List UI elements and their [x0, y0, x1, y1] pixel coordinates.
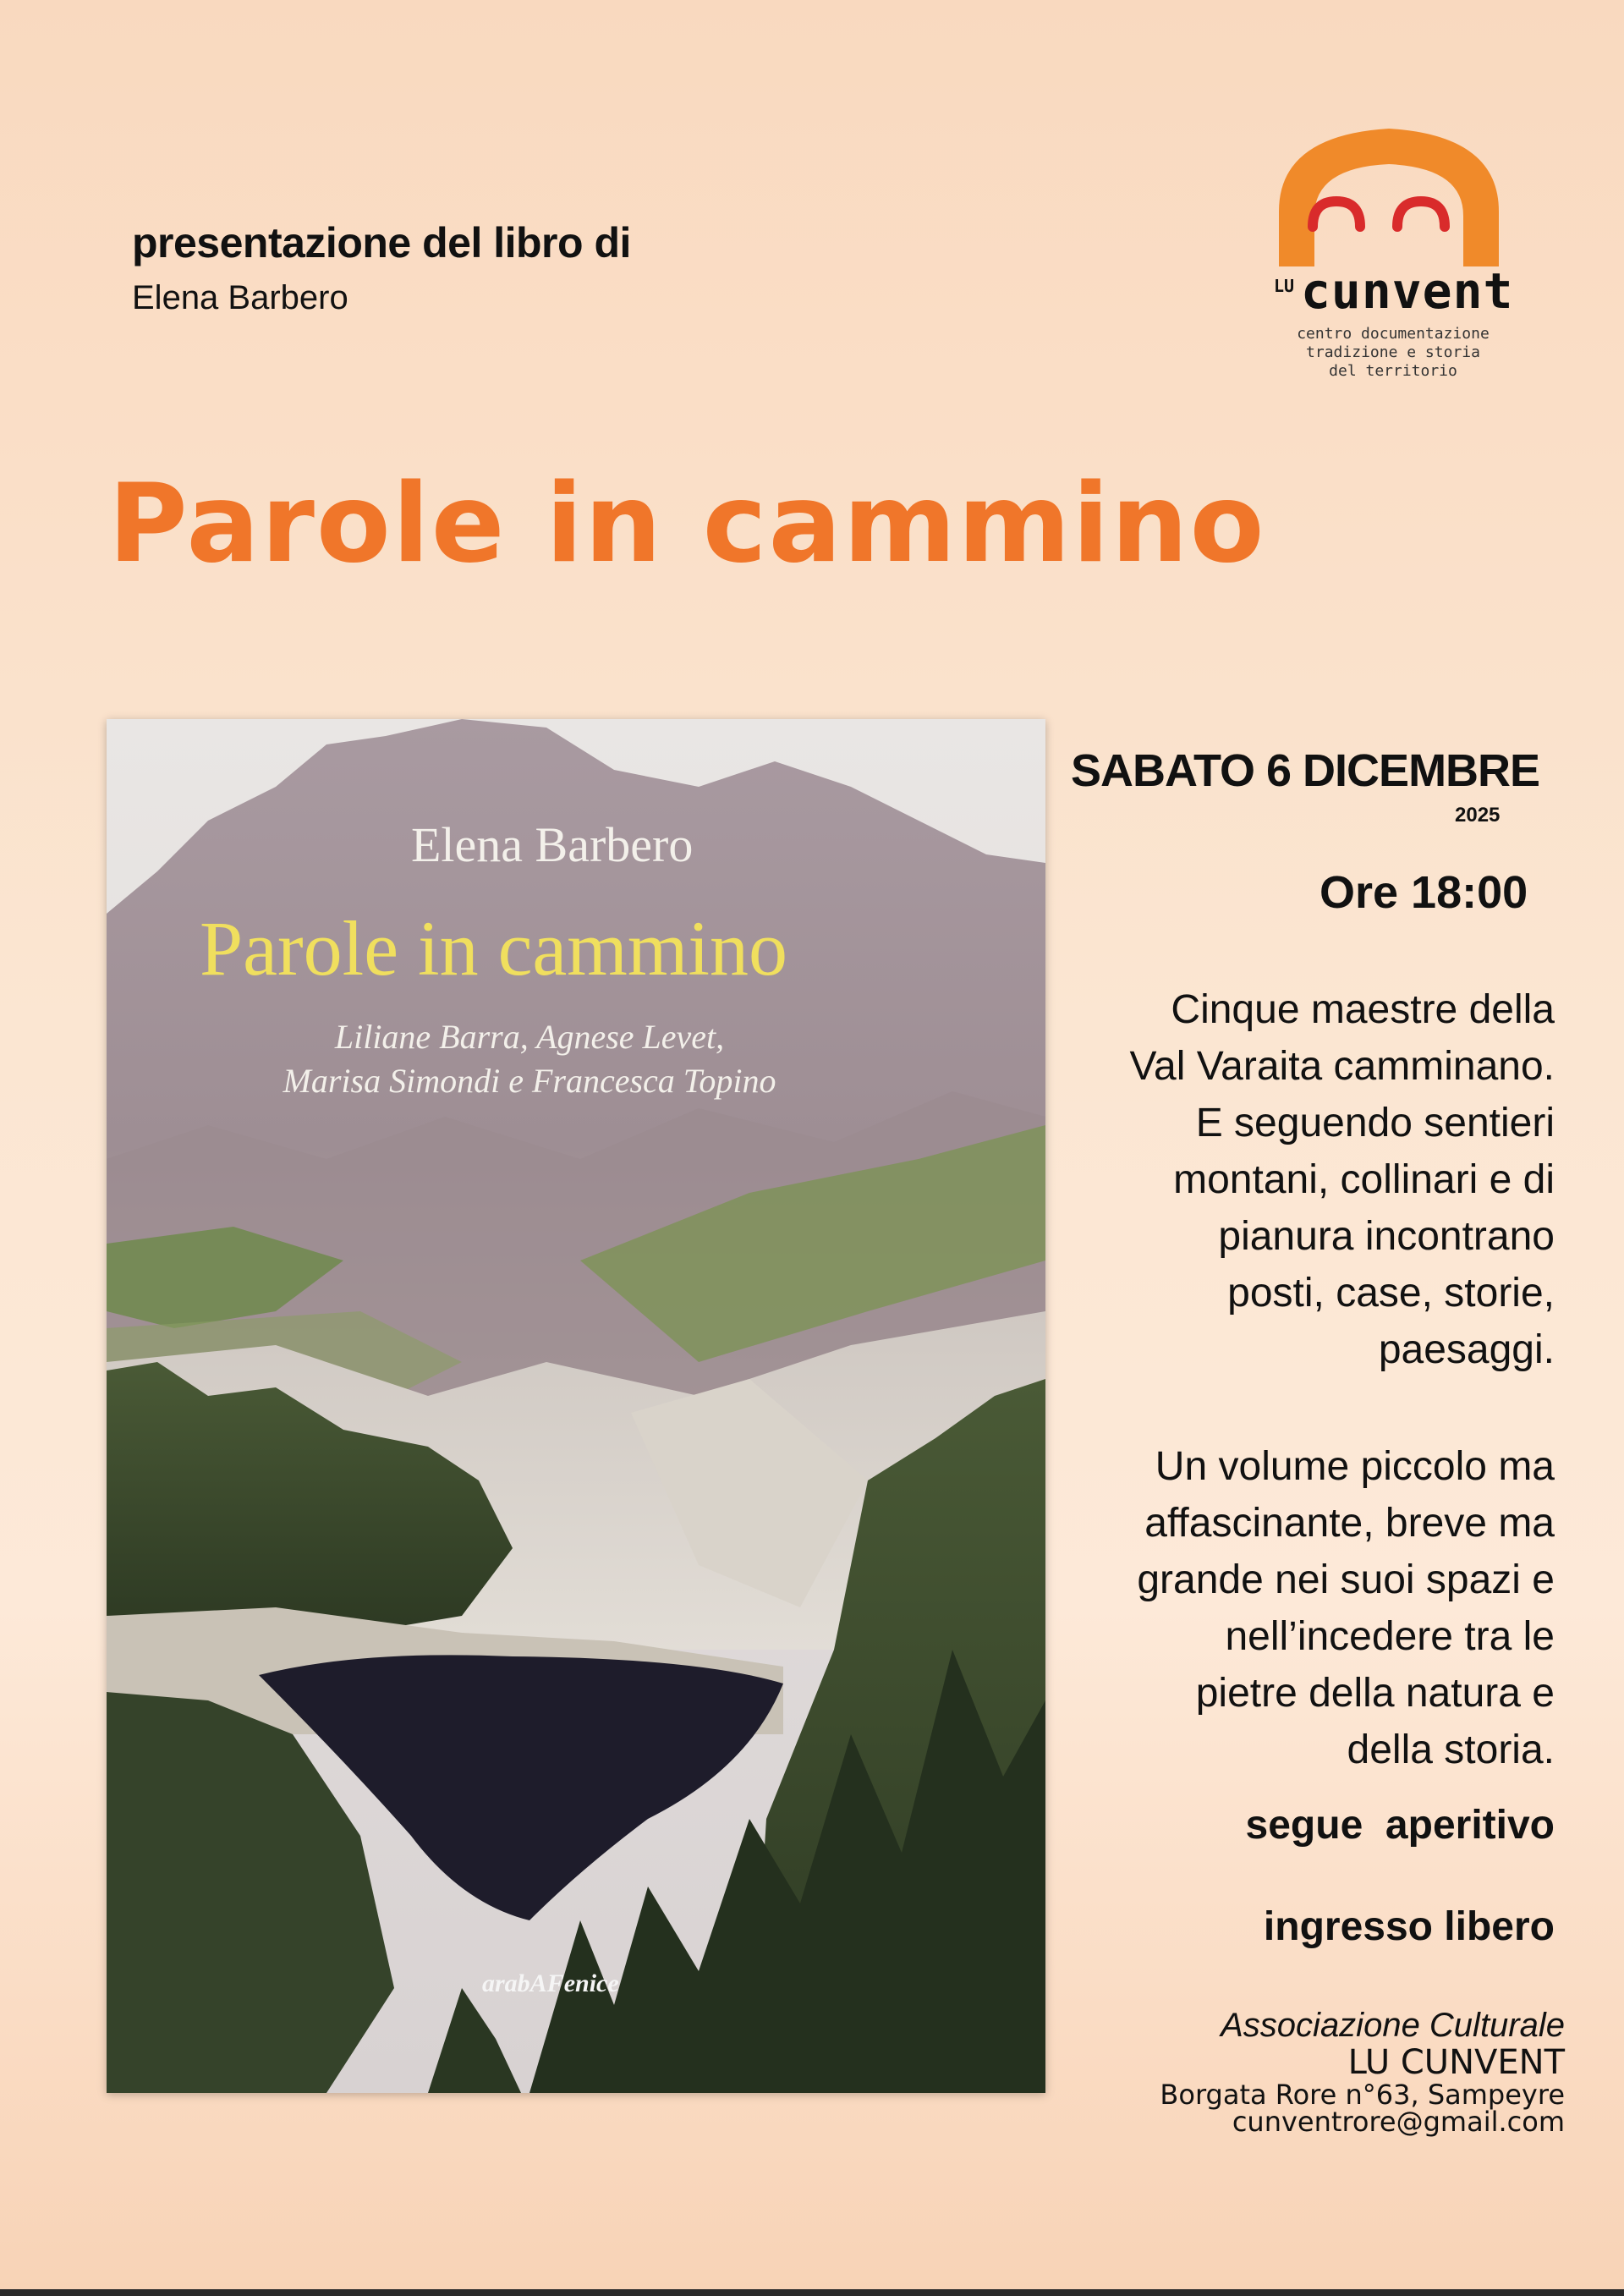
logo-name: cunvent	[1301, 262, 1514, 320]
logo-subtitle	[1270, 325, 1516, 381]
cover-author: Elena Barbero	[411, 817, 694, 872]
logo-subtitle-line: centro documentazione	[1297, 325, 1490, 343]
description-line: E seguendo sentieri	[1195, 1101, 1555, 1145]
book-cover	[107, 719, 1045, 2093]
bottom-divider	[0, 2289, 1624, 2296]
description-line: paesaggi.	[1378, 1327, 1555, 1372]
association-name: LU CUNVENT	[1347, 2043, 1565, 2082]
description-line: Cinque maestre della	[1171, 987, 1555, 1032]
association-label: Associazione Culturale	[1221, 2007, 1565, 2044]
intro-heading: presentazione del libro di	[132, 219, 631, 266]
association-contact	[1160, 2007, 1565, 2138]
description-line: posti, case, storie,	[1227, 1271, 1555, 1316]
cover-publisher: arabAFenice	[482, 1969, 619, 1997]
cover-coauthors	[191, 1015, 868, 1103]
description-line: pianura incontrano	[1218, 1214, 1555, 1259]
intro-author: Elena Barbero	[132, 279, 348, 316]
cover-coauthors-line: Marisa Simondi e Francesca Topino	[283, 1062, 776, 1100]
description-line: grande nei suoi spazi e	[1137, 1557, 1555, 1602]
lu-cunvent-logo	[1262, 118, 1516, 389]
description-line: affascinante, breve ma	[1144, 1501, 1555, 1546]
logo-prefix: LU	[1274, 276, 1295, 296]
association-email[interactable]: cunventrore@gmail.com	[1232, 2106, 1565, 2138]
free-entry-note: ingresso libero	[1263, 1904, 1555, 1949]
description-line: Un volume piccolo ma	[1155, 1444, 1555, 1489]
event-year: 2025	[1455, 804, 1501, 827]
description-paragraph-2	[1013, 1438, 1555, 1778]
arch-logo-icon	[1262, 118, 1516, 271]
logo-subtitle-line: del territorio	[1329, 362, 1457, 380]
description-line: nell’incedere tra le	[1225, 1614, 1555, 1659]
description-line: Val Varaita camminano.	[1129, 1044, 1555, 1089]
description-line: pietre della natura e	[1195, 1671, 1555, 1716]
description-line: montani, collinari e di	[1173, 1157, 1555, 1202]
cover-title: Parole in cammino	[200, 905, 787, 991]
logo-subtitle-line: tradizione e storia	[1306, 343, 1480, 361]
aperitivo-note: segue aperitivo	[1245, 1803, 1555, 1848]
cover-coauthors-line: Liliane Barra, Agnese Levet,	[334, 1018, 725, 1056]
association-address: Borgata Rore n°63, Sampeyre	[1160, 2079, 1565, 2111]
event-title: Parole in cammino	[108, 461, 1266, 587]
event-date: SABATO 6 DICEMBRE	[1071, 745, 1540, 796]
description-line: della storia.	[1347, 1727, 1555, 1772]
description-paragraph-1	[1013, 981, 1555, 1378]
event-time: Ore 18:00	[1320, 867, 1528, 918]
